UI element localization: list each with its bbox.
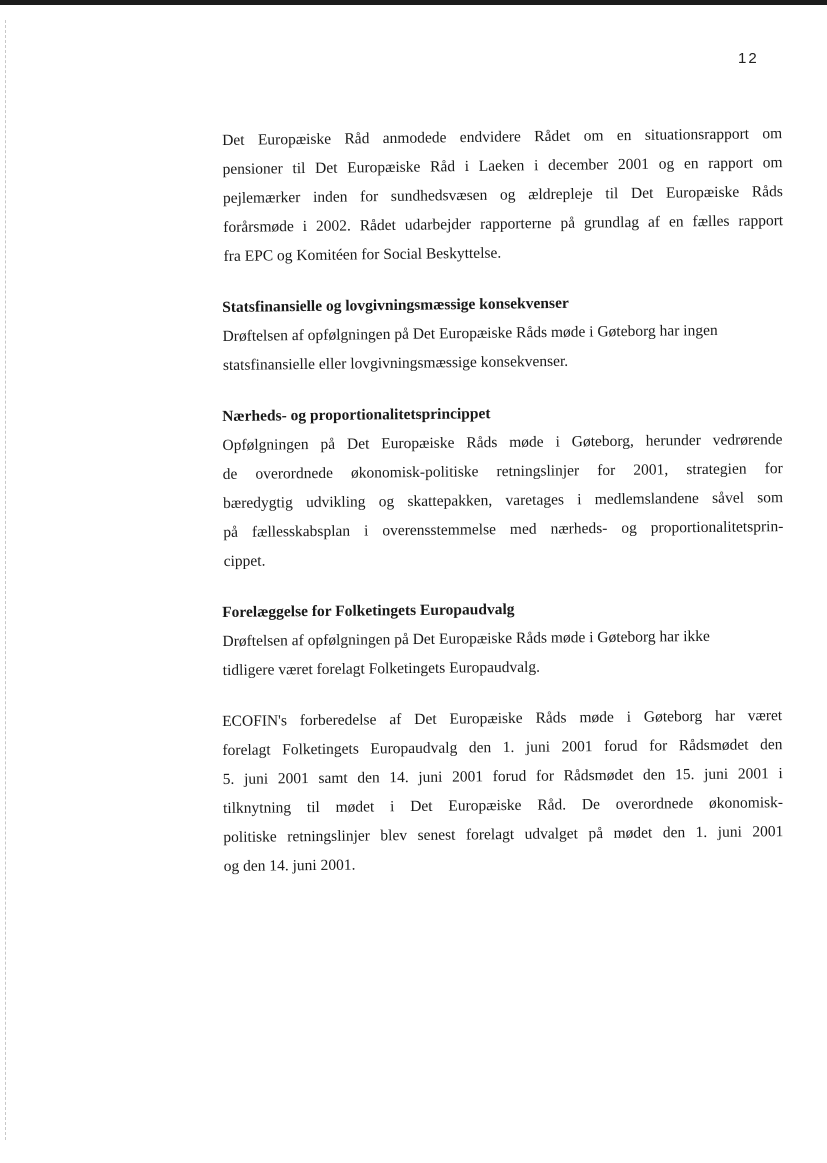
- paragraph-line: Det Europæiske Råd anmodede endvidere Rådet om en situationsrapport om: [222, 125, 783, 149]
- paragraph-line: pejlemærker inden for sundhedsvæsen og ældrepleje til Det Europæiske Råds: [222, 183, 783, 207]
- section-europe-committee: [222, 592, 783, 685]
- paragraph-line: pensioner til Det Europæiske Råd i Laeken i december 2001 og en rapport om: [222, 154, 783, 178]
- paragraph-line: forelagt Folketingets Europaudvalg den 1. juni 2001 forud for Rådsmødet den: [222, 736, 783, 759]
- document-body: [222, 126, 782, 881]
- paragraph-line: fra EPC og Komitéen for Social Beskyttelse.: [223, 244, 502, 265]
- paragraph-line: Drøftelsen af opfølgningen på Det Europæiske Råds møde i Gøteborg har ingen: [222, 321, 718, 345]
- section-heading: Forelæggelse for Folketingets Europaudvalg: [222, 600, 515, 621]
- paragraph-line: 5. juni 2001 samt den 14. juni 2001 forud for Rådsmødet den 15. juni 2001 i: [222, 765, 783, 788]
- section-subsidiarity: [222, 396, 784, 576]
- paragraph-line: på fællesskabsplan i overensstemmelse med nærheds- og proportionalitetsprin-: [223, 518, 784, 541]
- paragraph-line: og den 14. juni 2001.: [223, 856, 356, 875]
- paragraph-line: tidligere været forelagt Folketingets Europaudvalg.: [222, 658, 541, 679]
- intro-paragraph: [222, 119, 784, 271]
- paragraph-line: Drøftelsen af opfølgningen på Det Europæiske Råds møde i Gøteborg har ikke: [222, 627, 710, 650]
- paragraph-line: politiske retningslinjer blev senest forelagt udvalget på mødet den 1. juni 2001: [223, 823, 784, 846]
- paragraph-line: forårsmøde i 2002. Rådet udarbejder rapporterne på grundlag af en fælles rapport: [223, 212, 784, 236]
- page-number: 12: [738, 50, 759, 67]
- section-heading: Statsfinansielle og lovgivningsmæssige konsekvenser: [222, 294, 569, 316]
- top-border-rule: [0, 0, 827, 5]
- paragraph-line: Opfølgningen på Det Europæiske Råds møde i Gøteborg, herunder vedrørende: [222, 431, 783, 454]
- paragraph-line: statsfinansielle eller lovgivningsmæssige konsekvenser.: [222, 352, 569, 374]
- scan-left-edge: [5, 20, 7, 1140]
- section-fiscal: [222, 286, 783, 380]
- paragraph-line: de overordnede økonomisk-politiske retningslinjer for 2001, strategien for: [222, 460, 783, 483]
- closing-paragraph: [222, 701, 784, 881]
- section-heading: Nærheds- og proportionalitetsprincippet: [222, 405, 491, 425]
- paragraph-line: bæredygtig udvikling og skattepakken, varetages i medlemslandene såvel som: [222, 489, 784, 512]
- paragraph-line: cippet.: [223, 552, 266, 570]
- paragraph-line: ECOFIN's forberedelse af Det Europæiske Råds møde i Gøteborg har været: [222, 707, 783, 730]
- paragraph-line: tilknytning til mødet i Det Europæiske Råd. De overordnede økonomisk-: [222, 794, 784, 817]
